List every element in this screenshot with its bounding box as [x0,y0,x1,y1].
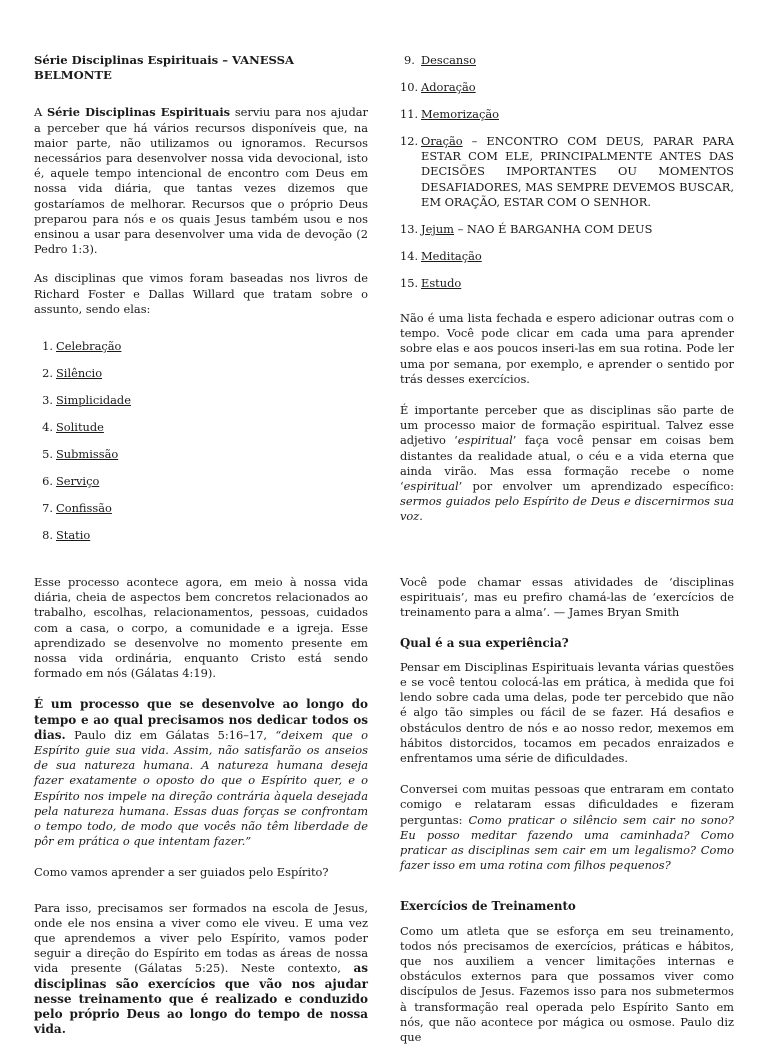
list-item: 13. Jejum – NAO É BARGANHA COM DEUS [400,222,653,237]
link-confissao[interactable]: Confissão [56,501,112,516]
heading-experience: Qual é a sua experiência? [400,635,569,650]
link-celebracao[interactable]: Celebração [56,339,122,354]
disciplines-list-part1 [34,339,368,555]
series-name: Série Disciplinas Espirituais [46,105,231,120]
list-item: 3. Simplicidade [34,393,368,420]
link-simplicidade[interactable]: Simplicidade [56,393,131,408]
link-jejum[interactable]: Jejum [421,222,454,237]
link-silencio[interactable]: Silêncio [56,366,103,381]
list-item: 12. Oração – ENCONTRO COM DEUS, PARAR PARA ESTAR COM ELE, PRINCIPALMENTE ANTES DAS DECISÕES IMPORTANTES OU MOMENTOS DESAFIADORES, MAS SEMPRE DEVEMOS BUSCAR, EM ORAÇÃO, ESTAR COM O SENHOR. [400,134,734,209]
list-item: 2. Silêncio [34,366,368,393]
disciplines-list-part2 [400,53,734,303]
list-item: 4. Solitude [34,420,368,447]
experience-paragraph: Pensar em Disciplinas Espirituais levanta várias questões e se você tentou colocá-las em prática, à medida que foi lendo sobre cada uma delas, pode ter percebido que não é algo tão simples ou fácil de se fazer. Há desafios e obstáculos dentro de nós e ao nosso redor, mexemos em hábitos distorcidos, tocamos em pecados enraizados e enfrentamos uma série de dificuldades. [400,659,734,766]
list-item: 6. Serviço [34,474,368,501]
list-item: 5. Submissão [34,447,368,474]
sources-paragraph: As disciplinas que vimos foram baseadas nos livros de Richard Foster e Dallas Willard que tratam sobre o assunto, sendo elas: [34,271,368,316]
heading-training: Exercícios de Treinamento [400,899,576,914]
process-paragraph: É um processo que se desenvolve ao longo do tempo e ao qual precisamos nos dedicar todos os dias. Paulo diz em Gálatas 5:16–17, “deixem que o Espírito guie sua vida. Assim, não satisfarão os anseios de sua natureza humana. A natureza humana deseja fazer exatamente o oposto do que o Espírito quer, e o Espírito nos impele na direção contrária àquela desejada pela natureza humana. Essas duas forças se confrontam o tempo todo, de modo que vocês não têm liberdade de pôr em prática o que intentam fazer.” [34,697,368,849]
bottom-right-column [400,575,734,1045]
link-meditacao[interactable]: Meditação [421,249,482,264]
link-solitude[interactable]: Solitude [56,420,104,435]
top-left-column [34,53,368,555]
questions-paragraph: Conversei com muitas pessoas que entraram em contato comigo e relataram essas dificuldades e fizeram perguntas: Como praticar o silêncio sem cair no sono? Eu posso meditar fazendo uma caminhada? Como praticar as disciplinas sem cair em um legalismo? Como fazer isso em uma rotina com filhos pequenos? [400,782,734,873]
quote-paragraph: Você pode chamar essas atividades de ‘disciplinas espirituais’, mas eu prefiro chamá-las de ‘exercícios de treinamento para a alma’. — James Bryan Smith [400,575,734,620]
top-right-column [400,53,734,525]
list-item: 14. Meditação [400,249,734,276]
jejum-note: – NAO É BARGANHA COM DEUS [453,222,653,237]
list-item: 10. Adoração [400,80,734,107]
list-item: 1. Celebração [34,339,368,366]
list-item: 15. Estudo [400,276,734,303]
link-descanso[interactable]: Descanso [421,53,476,67]
link-adoracao[interactable]: Adoração [421,80,476,94]
open-list-paragraph: Não é uma lista fechada e espero adicionar outras com o tempo. Você pode clicar em cada uma para aprender sobre elas e aos poucos inseri-las em sua rotina. Pode ler uma por semana, por exemplo, e aprender o sentido por trás desses exercícios. [400,311,734,386]
list-item: 9. Descanso [400,53,734,80]
bottom-left-column [34,575,368,1037]
galatians-quote: “deixem que o Espírito guie sua vida. Assim, não satisfarão os anseios de sua natureza humana. A natureza humana deseja fazer exatamente o oposto do que o Espírito quer, e o Espírito nos impele na direção contrária àquela desejada pela natureza humana. Essas duas forças se confrontam o tempo todo, de modo que vocês não têm liberdade de pôr em prática o que intentam fazer.” [34,727,368,849]
spiritual-formation-paragraph: É importante perceber que as disciplinas são parte de um processo maior de formação espiritual. Talvez esse adjetivo ‘espiritual’ faça você pensar em coisas bem distantes da realidade atual, o céu e a vida eterna que ainda virão. Mas essa formação recebe o nome ‘espiritual’ por envolver um aprendizado específico: sermos guiados pelo Espírito de Deus e discernirmos sua voz. [400,403,734,524]
link-memorizacao[interactable]: Memorização [421,107,499,121]
link-estudo[interactable]: Estudo [421,276,462,291]
list-item: 11. Memorização [400,107,734,134]
link-submissao[interactable]: Submissão [56,447,119,462]
school-of-jesus-paragraph: Para isso, precisamos ser formados na escola de Jesus, onde ele nos ensina a viver como ele viveu. E uma vez que aprendemos a viver pelo Espírito, vamos poder seguir a direção do Espírito em todas as áreas de nossa vida presente (Gálatas 5:25). Neste contexto, as disciplinas são exercícios que vão nos ajudar nesse treinamento que é realizado e conduzido pelo próprio Deus ao longo do tempo de nossa vida. [34,900,368,1037]
oracao-note: – ENCONTRO COM DEUS, PARAR PARA ESTAR COM ELE, PRINCIPALMENTE ANTES DAS DECISÕES IMPORTANTES OU MOMENTOS DESAFIADORES, MAS SEMPRE DEVEMOS BUSCAR, EM ORAÇÃO, ESTAR COM O SENHOR. [421,134,734,209]
training-paragraph: Como um atleta que se esforça em seu treinamento, todos nós precisamos de exercícios, práticas e hábitos, que nos auxiliem a vencer limitações internas e obstáculos externos para que possamos viver como discípulos de Jesus. Fazemos isso para nos submetermos à transformação real operada pelo Espírito Santo em nós, que não acontece por mágica ou osmose. Paulo diz que [400,923,734,1045]
document-title: Série Disciplinas Espirituais – VANESSA BELMONTE [34,53,295,83]
list-item: 8. Statio [34,528,368,555]
link-statio[interactable]: Statio [56,528,91,543]
link-servico[interactable]: Serviço [56,474,100,489]
question-paragraph: Como vamos aprender a ser guiados pelo Espírito? [34,865,329,880]
list-item: 7. Confissão [34,501,368,528]
daily-life-paragraph: Esse processo acontece agora, em meio à nossa vida diária, cheia de aspectos bem concretos relacionados ao trabalho, escolhas, relacionamentos, pessoas, cuidados com a casa, o corpo, a comunidade e a igreja. Esse aprendizado se desenvolve no momento presente em nossa vida ordinária, enquanto Cristo está sendo formado em nós (Gálatas 4:19). [34,575,368,681]
intro-paragraph: A Série Disciplinas Espirituais serviu para nos ajudar a perceber que há vários recursos disponíveis que, na maior parte, não utilizamos ou ignoramos. Recursos necessários para desenvolver nossa vida devocional, isto é, aquele tempo intencional de encontro com Deus em nossa vida diária, que tantas vezes dizemos que gostaríamos de melhorar. Recursos que o próprio Deus preparou para nós e os quais Jesus também usou e nos ensinou a usar para desenvolver uma vida de devoção (2 Pedro 1:3). [34,105,368,257]
link-oracao[interactable]: Oração [421,134,463,148]
